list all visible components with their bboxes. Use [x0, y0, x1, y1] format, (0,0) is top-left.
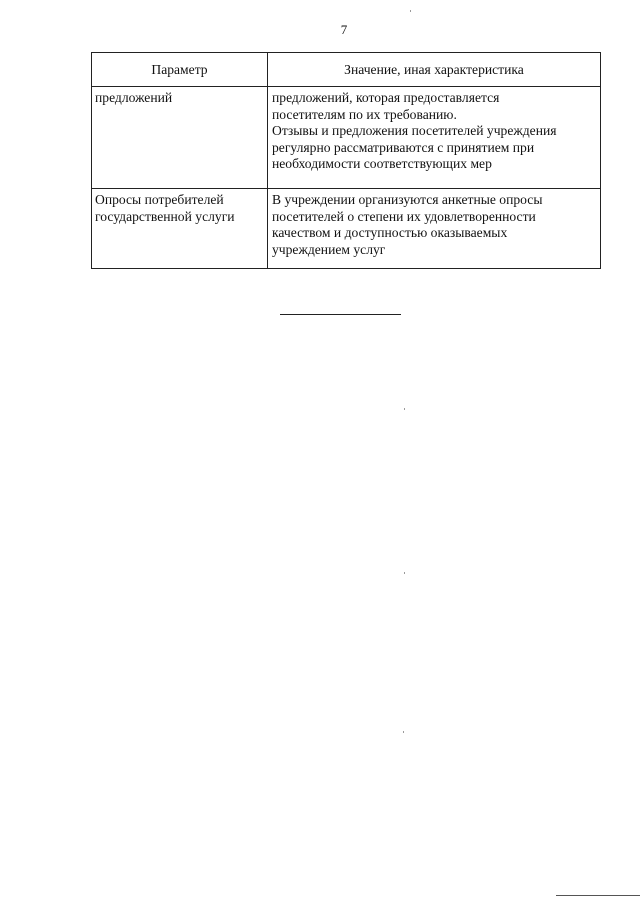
scan-edge-mark — [556, 895, 640, 896]
cell-text-line: В учреждении организуются анкетные опросы — [272, 192, 543, 207]
cell-text-line: учреждением услуг — [272, 241, 386, 257]
column-header-parameter: Параметр — [92, 53, 268, 87]
table-header-row — [92, 53, 601, 87]
scan-speck — [404, 572, 405, 574]
cell-text-line: Отзывы и предложения посетителей учреждения — [272, 123, 557, 138]
scan-speck — [410, 10, 411, 12]
table-row — [92, 189, 601, 269]
characteristics-table — [91, 52, 601, 269]
value-cell — [268, 189, 601, 269]
column-header-value: Значение, иная характеристика — [268, 53, 601, 87]
cell-text-line: посетителям по их требованию. — [272, 106, 457, 122]
cell-text-line: посетителей о степени их удовлетворенности — [272, 208, 536, 224]
cell-text-line: необходимости соответствующих мер — [272, 156, 492, 171]
parameter-cell — [92, 189, 268, 269]
scan-speck — [403, 731, 404, 733]
cell-text-line: качеством и доступностью оказываемых — [272, 225, 508, 240]
value-cell — [268, 87, 601, 189]
table-row — [92, 87, 601, 189]
parameter-cell — [92, 87, 268, 189]
scan-speck — [404, 408, 405, 410]
cell-text-line: предложений — [95, 90, 173, 105]
cell-text-line: предложений, которая предоставляется — [272, 90, 500, 105]
cell-text-line: Опросы потребителей — [95, 192, 224, 207]
cell-text-line: регулярно рассматриваются с принятием при — [272, 139, 535, 155]
end-of-document-rule — [280, 314, 401, 315]
page-number: 7 — [340, 22, 348, 37]
cell-text-line: государственной услуги — [95, 208, 235, 224]
